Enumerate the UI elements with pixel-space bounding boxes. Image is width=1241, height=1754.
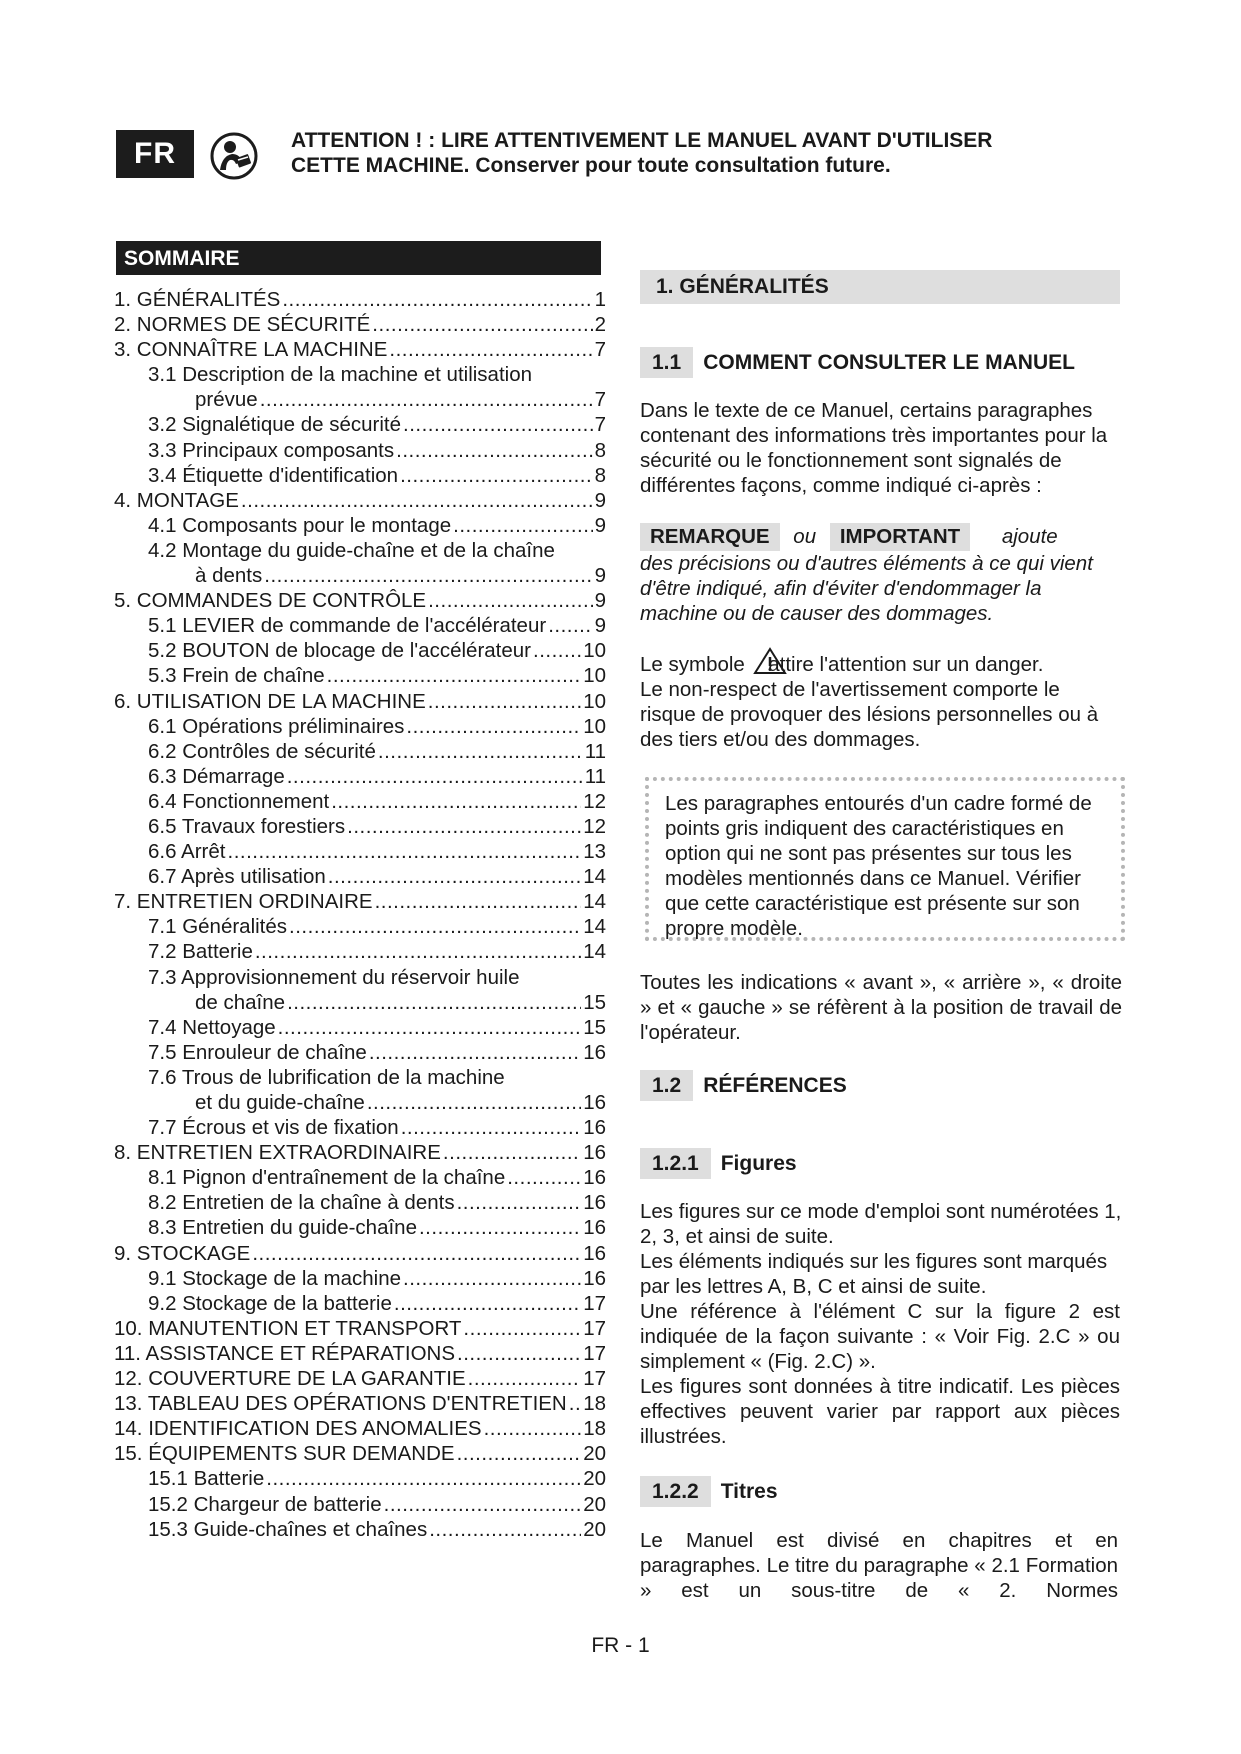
toc-entry-page: 9: [594, 589, 606, 613]
toc-leader-dots: [260, 387, 593, 412]
toc-entry: [114, 914, 606, 939]
toc-leader-dots: [406, 714, 581, 739]
toc-entry: [114, 1492, 606, 1517]
section-1-heading: 1. GÉNÉRALITÉS: [640, 270, 1120, 304]
toc-entry-page: 8: [594, 438, 606, 462]
toc-entry: [114, 1165, 606, 1190]
toc-leader-dots: [384, 1492, 582, 1517]
toc-leader-dots: [278, 1015, 582, 1040]
attention-line-2: CETTE MACHINE. Conserver pour toute consultation future.: [291, 154, 891, 177]
toc-leader-dots: [241, 488, 593, 513]
toc-entry: [114, 739, 606, 764]
toc-entry-title: 4. MONTAGE: [114, 488, 239, 512]
toc-entry-title: 7.4 Nettoyage: [148, 1015, 276, 1039]
toc-entry-title: 9.2 Stockage de la batterie: [148, 1291, 392, 1315]
toc-entry-title: 15.1 Batterie: [148, 1467, 265, 1491]
toc-entry-title: 5. COMMANDES DE CONTRÔLE: [114, 589, 427, 613]
toc-entry-page: 9: [594, 614, 606, 638]
toc-entry-title: 3.2 Signalétique de sécurité: [148, 413, 402, 437]
toc-entry: [114, 613, 606, 638]
section-number: 1.1: [640, 347, 693, 378]
toc-entry-page: 7: [594, 338, 606, 362]
toc-entry-title: 6. UTILISATION DE LA MACHINE: [114, 689, 426, 713]
toc-entry: [114, 689, 606, 714]
toc-entry-page: 18: [583, 1417, 606, 1441]
toc-entry-title: de chaîne: [195, 990, 286, 1014]
attention-line-1: ATTENTION ! : LIRE ATTENTIVEMENT LE MANUEL AVANT D'UTILISER: [291, 129, 993, 152]
toc-entry-title: 5.2 BOUTON de blocage de l'accélérateur: [148, 639, 531, 663]
toc-entry-title: 8. ENTRETIEN EXTRAORDINAIRE: [114, 1141, 441, 1165]
toc-entry-page: 17: [583, 1341, 606, 1365]
toc-leader-dots: [548, 613, 592, 638]
language-badge: FR: [116, 130, 194, 178]
toc-leader-dots: [396, 438, 592, 463]
toc-entry-title: 8.3 Entretien du guide-chaîne: [148, 1216, 417, 1240]
or-text: ou: [793, 525, 817, 548]
toc-entry-title: 8.1 Pignon d'entraînement de la chaîne: [148, 1166, 506, 1190]
toc-entry-title: 4.2 Montage du guide-chaîne et de la chaîne: [148, 538, 555, 562]
toc-entry-title: 7.7 Écrous et vis de fixation: [148, 1116, 399, 1140]
toc-entry-page: 13: [583, 840, 606, 864]
section-title: COMMENT CONSULTER LE MANUEL: [703, 351, 1075, 374]
toc-entry-title: 1. GÉNÉRALITÉS: [114, 288, 281, 311]
section-title: RÉFÉRENCES: [703, 1074, 847, 1097]
toc-entry-page: 18: [583, 1392, 606, 1416]
toc-entry: [114, 538, 606, 563]
toc-entry-page: 1: [594, 288, 606, 311]
toc-entry: [114, 463, 606, 488]
toc-entry-page: 16: [583, 1241, 606, 1265]
toc-entry: [114, 1366, 606, 1391]
toc-entry-page: 16: [583, 1191, 606, 1215]
toc-entry-page: 9: [594, 564, 606, 588]
toc-entry-page: 11: [584, 739, 606, 763]
toc-leader-dots: [443, 1140, 581, 1165]
toc-entry: [114, 1441, 606, 1466]
toc-entry-page: 14: [583, 915, 606, 939]
toc-entry: [114, 663, 606, 688]
adds-text: ajoute: [1001, 525, 1058, 548]
toc-entry-page: 2: [594, 313, 606, 337]
toc-entry-title: et du guide-chaîne: [195, 1091, 365, 1114]
toc-leader-dots: [403, 412, 593, 437]
toc-entry: [114, 438, 606, 463]
toc-entry-title: 7.5 Enrouleur de chaîne: [148, 1040, 367, 1064]
toc-entry: [114, 990, 606, 1015]
toc-entry-page: 12: [583, 789, 606, 813]
toc-entry-title: 5.3 Frein de chaîne: [148, 664, 325, 688]
toc-entry-title: 11. ASSISTANCE ET RÉPARATIONS: [114, 1341, 456, 1365]
toc-entry: [114, 1266, 606, 1291]
toc-entry-page: 11: [584, 764, 606, 788]
toc-entry-title: 3.4 Étiquette d'identification: [148, 463, 399, 487]
toc-entry-title: prévue: [195, 388, 258, 412]
toc-leader-dots: [484, 1416, 582, 1441]
toc-entry-page: 16: [583, 1216, 606, 1240]
toc-entry-page: 7: [594, 388, 606, 412]
section-1-2-heading: [640, 1070, 1130, 1101]
toc-leader-dots: [289, 914, 581, 939]
section-number: 1.2.1: [640, 1148, 711, 1179]
toc-leader-dots: [287, 764, 583, 789]
toc-entry: [114, 337, 606, 362]
toc-leader-dots: [378, 739, 583, 764]
toc-leader-dots: [457, 1190, 582, 1215]
toc-entry: [114, 1115, 606, 1140]
toc-leader-dots: [419, 1215, 581, 1240]
toc-entry: [114, 714, 606, 739]
toc-entry-title: 6.6 Arrêt: [148, 840, 226, 864]
toc-leader-dots: [468, 1366, 582, 1391]
toc-leader-dots: [428, 689, 581, 714]
toc-entry-page: 20: [583, 1517, 606, 1541]
toc-entry-page: 9: [594, 513, 606, 537]
toc-entry-page: 17: [583, 1367, 606, 1391]
toc-leader-dots: [403, 1266, 581, 1291]
toc-entry-page: 17: [583, 1316, 606, 1340]
toc-entry-title: 15.3 Guide-chaînes et chaînes: [148, 1517, 428, 1541]
toc-entry: [114, 1190, 606, 1215]
toc-leader-dots: [401, 1115, 582, 1140]
attention-notice: [291, 128, 1111, 178]
paragraph: Les figures sont données à titre indicatif. Les pièces effectives peuvent varier par rapport aux pièces illustrées.: [640, 1375, 1120, 1448]
toc-entry: [114, 1416, 606, 1441]
toc-leader-dots: [533, 638, 581, 663]
toc-leader-dots: [457, 1441, 582, 1466]
toc-leader-dots: [428, 588, 592, 613]
toc-entry-title: 12. COUVERTURE DE LA GARANTIE: [114, 1367, 466, 1391]
remarque-tag: REMARQUE: [640, 523, 780, 551]
paragraph: Le Manuel est divisé en chapitres et en paragraphes. Le titre du paragraphe « 2.1 Formation » est un sous-titre de « 2. Normes: [640, 1529, 1118, 1602]
toc-entry-page: 20: [583, 1492, 606, 1516]
toc-leader-dots: [372, 312, 592, 337]
toc-entry: [114, 1466, 606, 1491]
toc-entry: [114, 513, 606, 538]
toc-entry-title: 9. STOCKAGE: [114, 1241, 251, 1265]
section-1-2-1-heading: [640, 1148, 1130, 1179]
toc-leader-dots: [569, 1391, 581, 1416]
toc-entry: [114, 287, 606, 312]
toc-entry-page: 17: [583, 1291, 606, 1315]
toc-entry: [114, 1090, 606, 1115]
figures-paragraphs: [640, 1199, 1130, 1449]
toc-entry-title: 6.5 Travaux forestiers: [148, 814, 346, 838]
toc-entry: [114, 488, 606, 513]
paragraph: Dans le texte de ce Manuel, certains paragraphes contenant des informations très importantes pour la sécurité ou le fonctionnement sont signalés de différentes façons, comme indiqué ci-après :: [640, 399, 1108, 497]
toc-leader-dots: [429, 1517, 581, 1542]
paragraph: Les figures sur ce mode d'emploi sont numérotées 1, 2, 3, et ainsi de suite.: [640, 1200, 1122, 1248]
toc-entry-page: 20: [583, 1442, 606, 1466]
toc-entry: [114, 1291, 606, 1316]
toc-entry-title: 5.1 LEVIER de commande de l'accélérateur: [148, 614, 547, 638]
toc-leader-dots: [264, 563, 592, 588]
optional-feature-box: Les paragraphes entourés d'un cadre formé de points gris indiquent des caractéristiques en option qui ne sont pas présentes sur tous les modèles mentionnés dans ce Manuel. Vérifier que cette caractéristique est présente sur son propre modèle.: [645, 777, 1125, 941]
section-number: 1.2: [640, 1070, 693, 1101]
toc-leader-dots: [507, 1165, 581, 1190]
toc-entry-page: 10: [583, 714, 606, 738]
toc-title: SOMMAIRE: [116, 241, 601, 275]
toc-entry-page: 15: [583, 1015, 606, 1039]
toc-entry-page: 10: [583, 689, 606, 713]
toc-entry: [114, 563, 606, 588]
toc-entry-page: 14: [583, 865, 606, 889]
section-number: 1.2.2: [640, 1476, 711, 1507]
toc-entry: [114, 889, 606, 914]
note-text: des précisions ou d'autres éléments à ce qui vient d'être indiqué, afin d'éviter d'endommager la machine ou de causer des dommages.: [640, 552, 1093, 625]
toc-entry-page: 10: [583, 639, 606, 663]
toc-entry-title: 6.1 Opérations préliminaires: [148, 714, 405, 738]
toc-leader-dots: [252, 1241, 581, 1266]
toc-leader-dots: [328, 864, 581, 889]
toc-leader-dots: [375, 889, 582, 914]
toc-entry-title: 10. MANUTENTION ET TRANSPORT: [114, 1316, 462, 1340]
toc-entry: [114, 1215, 606, 1240]
toc-entry-page: 7: [594, 413, 606, 437]
toc-leader-dots: [255, 939, 581, 964]
toc-entry-page: 20: [583, 1467, 606, 1491]
toc-leader-dots: [287, 990, 581, 1015]
toc-entry-page: 16: [583, 1166, 606, 1190]
toc-entry-title: 3.3 Principaux composants: [148, 438, 395, 462]
toc-entry: [114, 1065, 606, 1090]
table-of-contents: [114, 287, 606, 1542]
note-paragraph: [640, 523, 1120, 626]
paragraph: Les éléments indiqués sur les figures sont marqués par les lettres A, B, C et ainsi de suite.: [640, 1250, 1108, 1298]
toc-entry-title: 7. ENTRETIEN ORDINAIRE: [114, 890, 373, 914]
toc-entry-title: 9.1 Stockage de la machine: [148, 1266, 401, 1290]
toc-entry-title: 7.6 Trous de lubrification de la machine: [148, 1065, 505, 1089]
toc-entry: [114, 1316, 606, 1341]
toc-leader-dots: [369, 1040, 581, 1065]
toc-leader-dots: [266, 1466, 581, 1491]
toc-leader-dots: [389, 337, 592, 362]
toc-entry-title: 2. NORMES DE SÉCURITÉ: [114, 313, 371, 337]
page-number: FR - 1: [591, 1634, 650, 1657]
section-1-2-2-heading: [640, 1476, 1130, 1507]
toc-entry-title: 6.7 Après utilisation: [148, 865, 326, 889]
toc-leader-dots: [367, 1090, 581, 1115]
toc-leader-dots: [347, 814, 581, 839]
toc-entry-title: 7.3 Approvisionnement du réservoir huile: [148, 965, 520, 989]
toc-entry: [114, 638, 606, 663]
toc-leader-dots: [457, 1341, 581, 1366]
toc-entry: [114, 965, 606, 990]
warning-paragraph: Le symbole attire l'attention sur un danger. Le non-respect de l'avertissement comporte le risque de provoquer des lésions personnelles ou à des tiers et/ou des dommages.: [640, 647, 1120, 752]
read-manual-icon: [210, 132, 258, 180]
toc-entry: [114, 1140, 606, 1165]
toc-entry: [114, 1040, 606, 1065]
toc-entry-page: 14: [583, 890, 606, 914]
toc-leader-dots: [282, 287, 592, 312]
toc-entry-title: 6.3 Démarrage: [148, 764, 285, 788]
toc-entry-page: 16: [583, 1091, 606, 1114]
toc-entry: [114, 588, 606, 613]
section-title: Titres: [720, 1480, 778, 1503]
toc-entry: [114, 789, 606, 814]
toc-entry: [114, 1341, 606, 1366]
toc-entry: [114, 814, 606, 839]
toc-entry: [114, 839, 606, 864]
toc-entry-page: 9: [594, 488, 606, 512]
toc-entry-title: 4.1 Composants pour le montage: [148, 513, 452, 537]
toc-entry: [114, 939, 606, 964]
toc-leader-dots: [331, 789, 581, 814]
toc-entry-page: 12: [583, 814, 606, 838]
toc-entry: [114, 1241, 606, 1266]
paragraph: Une référence à l'élément C sur la figure 2 est indiquée de la façon suivante : « Voir Fig. 2.C » ou simplement « (Fig. 2.C) ».: [640, 1300, 1120, 1373]
toc-entry-page: 16: [583, 1116, 606, 1140]
section-1-1-heading: [640, 347, 1130, 378]
toc-entry-title: 13. TABLEAU DES OPÉRATIONS D'ENTRETIEN: [114, 1392, 567, 1416]
toc-entry-page: 10: [583, 664, 606, 688]
toc-entry-title: 3. CONNAÎTRE LA MACHINE: [114, 338, 388, 362]
toc-entry: [114, 764, 606, 789]
toc-entry-title: 6.2 Contrôles de sécurité: [148, 739, 376, 763]
toc-entry-page: 16: [583, 1141, 606, 1165]
toc-entry-title: 15. ÉQUIPEMENTS SUR DEMANDE: [114, 1442, 455, 1466]
toc-entry: [114, 387, 606, 412]
toc-entry: [114, 1517, 606, 1542]
toc-entry: [114, 412, 606, 437]
paragraph: Toutes les indications « avant », « arrière », « droite » et « gauche » se réfèrent à la position de travail de l'opérateur.: [640, 971, 1122, 1044]
toc-leader-dots: [463, 1316, 581, 1341]
toc-leader-dots: [400, 463, 593, 488]
toc-entry-title: 15.2 Chargeur de batterie: [148, 1492, 382, 1516]
toc-entry-page: 14: [583, 940, 606, 964]
toc-entry-title: 3.1 Description de la machine et utilisation: [148, 363, 533, 387]
toc-entry: [114, 1391, 606, 1416]
toc-leader-dots: [453, 513, 592, 538]
toc-entry-page: 15: [583, 990, 606, 1014]
toc-entry: [114, 362, 606, 387]
toc-entry-title: 7.1 Généralités: [148, 915, 288, 939]
toc-entry-title: à dents: [195, 564, 263, 588]
toc-entry-title: 6.4 Fonctionnement: [148, 789, 330, 813]
toc-leader-dots: [327, 663, 582, 688]
toc-entry-title: 14. IDENTIFICATION DES ANOMALIES: [114, 1417, 482, 1441]
section-title: Figures: [720, 1152, 797, 1175]
toc-entry-page: 8: [594, 463, 606, 487]
toc-entry-page: 16: [583, 1040, 606, 1064]
toc-entry-title: 8.2 Entretien de la chaîne à dents: [148, 1191, 455, 1215]
toc-entry: [114, 312, 606, 337]
toc-leader-dots: [228, 839, 582, 864]
important-tag: IMPORTANT: [830, 523, 970, 551]
toc-leader-dots: [394, 1291, 581, 1316]
toc-entry: [114, 864, 606, 889]
toc-entry: [114, 1015, 606, 1040]
toc-entry-title: 7.2 Batterie: [148, 940, 253, 964]
toc-entry-page: 16: [583, 1266, 606, 1290]
